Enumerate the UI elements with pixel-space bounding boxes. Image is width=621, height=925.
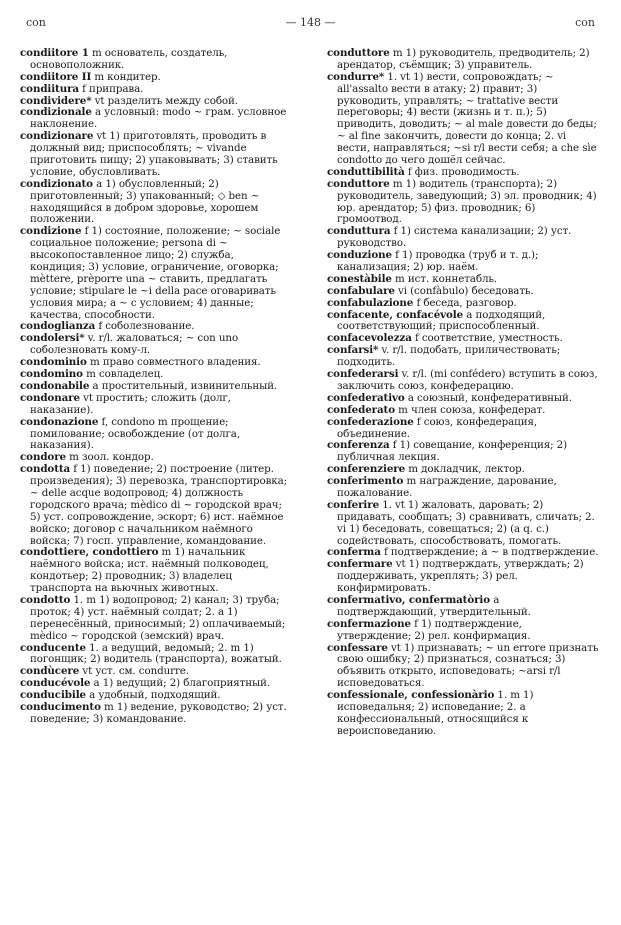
entry-headword: conferenza bbox=[327, 439, 390, 452]
entry-headword: conduttore bbox=[327, 177, 390, 190]
entry-headword: confermativo, confermatòrio bbox=[327, 593, 491, 606]
entry-headword: conducimento bbox=[20, 700, 101, 713]
entry-definition: m совладелец. bbox=[82, 368, 164, 381]
entry-definition: 1. vt 1) жаловать, даровать; 2) придавать, сообщать; 3) сравнивать, сличать; 2. vi 1) беседовать, совещаться; 2) (a q. c.) содействовать, способствовать, помогать. bbox=[337, 498, 595, 547]
entry-definition: m 1) руководитель, предводитель; 2) арендатор, съёмщик; 3) управитель. bbox=[337, 47, 590, 71]
entry-definition: m 1) водитель (транспорта); 2) руководитель, заведующий; 3) эл. проводник; 4) юр. арендатор; 5) физ. проводник; 6) громоотвод. bbox=[337, 177, 597, 226]
entry-definition: m кондитер. bbox=[91, 70, 161, 83]
entry-definition: m член союза, конфедерат. bbox=[394, 403, 546, 416]
entry-headword: conduzione bbox=[327, 249, 392, 262]
dictionary-entry bbox=[327, 345, 599, 369]
entry-headword: condividere* bbox=[20, 94, 92, 107]
entry-definition: m основатель, создатель, основоположник. bbox=[30, 47, 228, 71]
page-header bbox=[26, 16, 595, 32]
dictionary-entry bbox=[327, 310, 599, 334]
entry-definition: f, condono m прощение; помилование; освобождение (от долга, наказания). bbox=[30, 415, 241, 452]
dictionary-entry bbox=[20, 417, 292, 453]
entry-headword: condomino bbox=[20, 368, 83, 381]
entry-definition: a подтверждающий, утвердительный. bbox=[337, 593, 531, 618]
entry-definition: vt 1) подтверждать, утверждать; 2) поддерживать, укреплять; 3) рел. конфирмировать. bbox=[337, 558, 584, 595]
entry-headword: confederato bbox=[327, 403, 395, 416]
entry-headword: condore bbox=[20, 451, 66, 464]
entry-headword: condottiere, condottiero bbox=[20, 546, 159, 559]
entry-headword: conducibile bbox=[20, 689, 86, 702]
dictionary-entry bbox=[20, 702, 292, 726]
entry-definition: vt разделить между собой. bbox=[91, 94, 238, 107]
entry-headword: condizione bbox=[20, 225, 82, 238]
entry-headword: confermare bbox=[327, 558, 393, 571]
entry-headword: confederarsi bbox=[327, 368, 399, 381]
dictionary-entry bbox=[327, 417, 599, 441]
entry-headword: conferma bbox=[327, 546, 381, 559]
dictionary-entry bbox=[20, 48, 292, 72]
entry-definition: a союзный, конфедеративный. bbox=[404, 391, 572, 404]
right-column bbox=[327, 48, 599, 738]
entry-headword: condominio bbox=[20, 356, 87, 369]
left-column bbox=[20, 48, 292, 726]
dictionary-entry bbox=[327, 48, 599, 72]
entry-definition: f союз, конфедерация, объединение. bbox=[337, 415, 538, 440]
dictionary-entry bbox=[327, 476, 599, 500]
entry-headword: condiitore 1 bbox=[20, 47, 89, 59]
entry-definition: f 1) проводка (труб и т. д.); канализация; 2) юр. наём. bbox=[337, 249, 539, 274]
entry-headword: condoglianza bbox=[20, 320, 96, 333]
entry-definition: m 1) начальник наёмного войска; ист. наёмный полководец, кондотьер; 2) проводник; 3) владелец транспорта на вьючных животных. bbox=[30, 546, 269, 595]
dictionary-entry bbox=[20, 179, 292, 227]
entry-headword: confessionale, confessionàrio bbox=[327, 689, 495, 702]
entry-definition: m ист. коннетабль. bbox=[391, 272, 498, 285]
entry-definition: a 1) обусловленный; 2) приготовленный; 3) упакованный; ◇ ben ~ находящийся в добром здоровье, хорошем положении. bbox=[30, 177, 260, 226]
entry-headword: conestàbile bbox=[327, 272, 392, 285]
entry-headword: conduttura bbox=[327, 225, 391, 238]
entry-headword: conduttibilità bbox=[327, 165, 405, 178]
dictionary-entry bbox=[327, 250, 599, 274]
entry-definition: 1. a ведущий, ведомый; 2. m 1) погонщик; 2) водитель (транспорта), вожатый. bbox=[30, 641, 282, 666]
entry-headword: confacevolezza bbox=[327, 332, 412, 345]
entry-definition: m докладчик, лектор. bbox=[405, 463, 525, 476]
entry-definition: vt уст. см. condurre. bbox=[79, 665, 189, 678]
entry-definition: f 1) состояние, положение; ~ sociale социальное положение; persona di ~ высокопоставленное лицо; 2) служба, кондиция; 3) условие, ограничение, оговорка; mèttere, prèporre una ~ ставить, предлагать условие; stipulare le ~i della pace оговаривать условия мира; a ~ с условием; 4) данные; качества, способности. bbox=[30, 225, 281, 321]
entry-headword: condonabile bbox=[20, 379, 90, 392]
entry-headword: confederativo bbox=[327, 391, 405, 404]
entry-definition: vt 1) приготовлять, проводить в должный вид; приспособлять; ~ vivande приготовить пищу; 2) упаковывать; 3) ставить условие, обусловливать. bbox=[30, 130, 278, 178]
dictionary-entry bbox=[20, 393, 292, 417]
entry-definition: f соболезнование. bbox=[95, 320, 195, 333]
entry-headword: condolersi* bbox=[20, 332, 85, 345]
entry-definition: v. r/l. жаловаться; ~ con uno соболезновать кому-л. bbox=[30, 332, 239, 357]
dictionary-entry bbox=[20, 107, 292, 131]
entry-definition: 1. vt 1) вести, сопровождать; ~ all'assalto вести в атаку; 2) правит; 3) руководить, управлять; ~ trattative вести переговоры; 4) вести (жизнь и т. п.); 5) приводить, доводить; ~ al male довести до беды; ~ al fine закончить, довести до конца; 2. vi вести, направляться; ~si r/l вести себя; a che sìe condotto до чего дошёл сейчас. bbox=[337, 70, 597, 167]
entry-definition: a подходящий, соответствующий; приспособленный. bbox=[337, 308, 546, 333]
entry-definition: vi (confàbulo) беседовать. bbox=[394, 284, 534, 297]
dictionary-entry bbox=[327, 72, 599, 167]
entry-headword: confacente, confacévole bbox=[327, 308, 464, 321]
entry-headword: confermazione bbox=[327, 617, 411, 630]
entry-definition: m право совместного владения. bbox=[86, 356, 261, 369]
entry-headword: conferenziere bbox=[327, 463, 406, 476]
entry-headword: condùcere bbox=[20, 665, 80, 678]
entry-definition: v. r/l. подобать, приличествовать; подходить. bbox=[337, 344, 561, 369]
entry-headword: condotta bbox=[20, 463, 71, 476]
dictionary-entry bbox=[20, 464, 292, 547]
entry-headword: confederazione bbox=[327, 415, 414, 428]
entry-definition: f 1) подтверждение, утверждение; 2) рел. конфирмация. bbox=[337, 617, 531, 642]
dictionary-entry bbox=[20, 333, 292, 357]
entry-headword: condiitore II bbox=[20, 70, 92, 83]
dictionary-entry bbox=[327, 440, 599, 464]
entry-headword: conducente bbox=[20, 641, 86, 654]
entry-definition: a условный: modo ~ грам. условное наклонение. bbox=[30, 106, 287, 131]
dictionary-entry bbox=[327, 226, 599, 250]
entry-definition: f подтверждение; a ~ в подтверждение. bbox=[380, 546, 599, 559]
entry-headword: condizionato bbox=[20, 177, 93, 190]
entry-definition: f приправа. bbox=[79, 82, 144, 95]
entry-definition: vt простить; сложить (долг, наказание). bbox=[30, 391, 231, 416]
entry-definition: 1. m 1) водопровод; 2) канал; 3) труба; проток; 4) уст. наёмный солдат; 2. a 1) перенесённый, приносимый; 2) оплачиваемый; mèdico ~ городской (земский) врач. bbox=[30, 593, 286, 642]
entry-definition: v. r/l. (mi conféderо) вступить в союз, заключить союз, конфедерацию. bbox=[337, 368, 598, 392]
entry-headword: conducévole bbox=[20, 677, 91, 690]
entry-headword: confessare bbox=[327, 641, 388, 654]
entry-headword: conferire bbox=[327, 498, 380, 511]
entry-headword: conferimento bbox=[327, 475, 404, 488]
dictionary-entry bbox=[20, 643, 292, 667]
entry-definition: m 1) ведение, руководство; 2) уст. поведение; 3) командование. bbox=[30, 700, 287, 725]
entry-headword: condonare bbox=[20, 391, 80, 404]
entry-headword: confabulare bbox=[327, 284, 395, 297]
entry-headword: condizionale bbox=[20, 106, 92, 119]
entry-definition: 1. m 1) исповедальня; 2) исповедание; 2. a конфессиональный, относящийся к вероисповеданию. bbox=[337, 689, 534, 737]
dictionary-entry bbox=[327, 559, 599, 595]
dictionary-entry bbox=[20, 226, 292, 321]
entry-definition: a простительный, извинительный. bbox=[89, 379, 278, 392]
entry-definition: a удобный, подходящий. bbox=[85, 689, 221, 702]
dictionary-entry bbox=[327, 690, 599, 738]
dictionary-entry bbox=[20, 547, 292, 595]
page-number: — 148 — bbox=[285, 16, 336, 29]
entry-headword: confabulazione bbox=[327, 296, 414, 309]
entry-definition: m награждение, дарование, пожалование. bbox=[337, 475, 557, 499]
entry-headword: condurre* bbox=[327, 70, 385, 83]
entry-definition: f физ. проводимость. bbox=[404, 165, 520, 178]
entry-definition: f беседа, разговор. bbox=[413, 296, 517, 309]
dictionary-entry bbox=[327, 619, 599, 643]
dictionary-entry bbox=[327, 595, 599, 619]
entry-headword: condiitura bbox=[20, 82, 79, 95]
entry-definition: f 1) поведение; 2) построение (литер. произведения); 3) перевозка, транспортировка; ~ delle acque водопровод; 4) должность городского врача; mèdico di ~ городской врач; 5) уст. сопровождение, эскорт; 6) ист. наёмное войско; договор с начальником наёмного войска; 7) госп. управление, командование. bbox=[30, 463, 288, 547]
entry-headword: condizionare bbox=[20, 130, 94, 143]
header-guide-word-left: con bbox=[26, 16, 46, 29]
entry-definition: f 1) система канализации; 2) уст. руководство. bbox=[337, 225, 572, 250]
entry-headword: conduttore bbox=[327, 47, 390, 59]
entry-definition: f соответствие, уместность. bbox=[411, 332, 563, 345]
dictionary-entry bbox=[327, 643, 599, 691]
entry-definition: a 1) ведущий; 2) благоприятный. bbox=[90, 677, 271, 690]
entry-headword: condotto bbox=[20, 593, 71, 606]
entry-headword: confarsi* bbox=[327, 344, 379, 357]
entry-definition: f 1) совещание, конференция; 2) публичная лекция. bbox=[337, 439, 568, 464]
entry-definition: m зоол. кондор. bbox=[65, 451, 154, 464]
entry-headword: condonazione bbox=[20, 415, 99, 428]
header-guide-word-right: con bbox=[575, 16, 595, 29]
dictionary-entry bbox=[20, 131, 292, 179]
dictionary-entry bbox=[327, 179, 599, 227]
entry-definition: vt 1) признавать; ~ un errore признать свою ошибку; 2) признаться, сознаться; 3) объявить открыто, исповедовать; ~arsi r/l исповедоваться. bbox=[337, 641, 599, 690]
dictionary-entry bbox=[20, 595, 292, 643]
dictionary-entry bbox=[327, 369, 599, 393]
dictionary-entry bbox=[327, 500, 599, 548]
